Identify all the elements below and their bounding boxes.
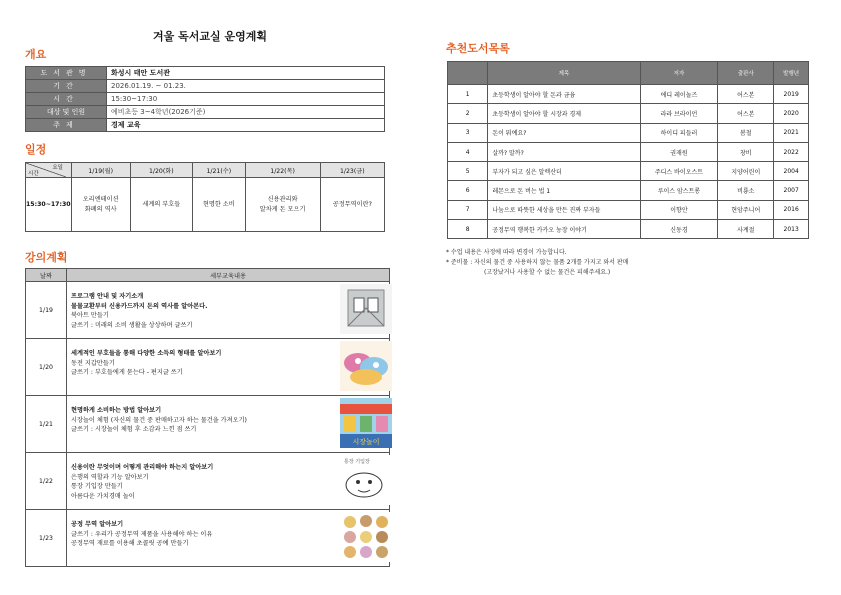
overview-value <box>107 67 385 80</box>
book-author: 이향안 <box>640 200 718 219</box>
overview-label: 도서관명 <box>26 67 107 80</box>
schedule-day: 1/23(금) <box>320 163 384 178</box>
lecture-row <box>26 282 390 339</box>
book-author: 라라 브라이언 <box>640 104 718 123</box>
overview-value-text: 화성시 태안 도서관 <box>111 69 170 77</box>
bankbook-sketch-image <box>340 455 392 505</box>
book-no: 4 <box>448 142 488 161</box>
overview-table <box>25 66 385 132</box>
col-content: 세부교육내용 <box>67 269 390 282</box>
overview-row <box>26 80 385 93</box>
corner-time-label: 시간 <box>28 171 39 177</box>
schedule-item <box>245 178 320 232</box>
books-col: 출판사 <box>718 62 774 85</box>
overview-row <box>26 119 385 132</box>
book-no: 8 <box>448 220 488 239</box>
lecture-line: 은행의 역할과 기능 알아보기 <box>71 473 149 481</box>
lecture-row <box>26 453 390 510</box>
lecture-text <box>71 349 299 378</box>
book-no: 6 <box>448 181 488 200</box>
book-title: 돈이 뭐예요? <box>488 123 640 142</box>
book-no: 1 <box>448 85 488 104</box>
lecture-line: 시장놀이 체험 (자신의 물건 중 판매하고자 하는 물건을 가져오기) <box>71 416 247 424</box>
lecture-row <box>26 396 390 453</box>
schedule-item-line: 현명한 소비 <box>202 200 235 208</box>
book-author: 신동경 <box>640 220 718 239</box>
overview-value <box>107 106 385 119</box>
book-author: 권재원 <box>640 142 718 161</box>
overview-value <box>107 93 385 106</box>
lectures-heading: 강의계획 <box>25 251 68 264</box>
page-title: 겨울 독서교실 운영계획 <box>153 30 267 43</box>
book-title: 부자가 되고 싶은 알렉산더 <box>488 162 640 181</box>
lecture-text <box>71 406 299 435</box>
book-year: 2022 <box>774 142 809 161</box>
book-publisher: 비룡소 <box>718 181 774 200</box>
schedule-item-line: 오리엔테이션 <box>82 195 119 203</box>
book-year: 2007 <box>774 181 809 200</box>
book-no: 5 <box>448 162 488 181</box>
schedule-time: 15:30~17:30 <box>26 178 72 232</box>
book-title: 레몬으로 돈 버는 법 1 <box>488 181 640 200</box>
note-3: (고장났거나 사용할 수 없는 물건은 피해주세요.) <box>484 269 611 276</box>
book-title: 살까? 말까? <box>488 142 640 161</box>
lecture-line: 프로그램 안내 및 자기소개 <box>71 293 144 300</box>
schedule-heading: 일정 <box>25 143 47 156</box>
books-col: 저자 <box>640 62 718 85</box>
book-row <box>448 104 809 123</box>
lecture-text <box>71 292 299 330</box>
books-heading: 추천도서목록 <box>446 42 510 55</box>
book-publisher: 어스본 <box>718 85 774 104</box>
notes <box>446 248 628 278</box>
lecture-line: 글쓰기 : 미래의 소비 생활을 상상하며 글쓰기 <box>71 321 193 329</box>
overview-value <box>107 80 385 93</box>
book-no: 7 <box>448 200 488 219</box>
book-title: 공정무역 행복한 카카오 농장 이야기 <box>488 220 640 239</box>
book-publisher: 어스본 <box>718 104 774 123</box>
overview-label: 기간 <box>26 80 107 93</box>
book-year: 2020 <box>774 104 809 123</box>
market-label: 시장놀이 <box>352 438 380 446</box>
overview-value-text: 예비초등 3~4학년(2026기준) <box>111 108 206 116</box>
overview-row <box>26 106 385 119</box>
overview-row <box>26 67 385 80</box>
overview-label: 시간 <box>26 93 107 106</box>
schedule-item <box>71 178 130 232</box>
lecture-line: 세계적인 부호들을 통해 다양한 소득의 형태를 알아보기 <box>71 350 222 357</box>
lecture-line: 현명하게 소비하는 방법 알아보기 <box>71 407 162 414</box>
lecture-date: 1/22 <box>26 453 67 510</box>
book-art-image <box>340 284 392 334</box>
overview-label: 대상 및 인원 <box>26 106 107 119</box>
overview-label: 주제 <box>26 119 107 132</box>
lecture-line: 물물교환부터 신용카드까지 돈의 역사를 알아본다. <box>71 302 208 310</box>
book-row <box>448 142 809 161</box>
overview-heading: 개요 <box>25 48 47 61</box>
schedule-item-line: 세계의 부호들 <box>142 200 181 208</box>
book-no: 2 <box>448 104 488 123</box>
book-title: 초등학생이 알아야 할 시장과 경제 <box>488 104 640 123</box>
corner-day-label: 요일 <box>52 165 63 171</box>
schedule-day: 1/19(월) <box>71 163 130 178</box>
overview-row <box>26 93 385 106</box>
note-2: * 준비물 : 자신의 물건 중 사용하지 않는 물품 2개를 가지고 와서 판매 <box>446 259 629 266</box>
book-row <box>448 220 809 239</box>
lecture-line: 글쓰기 : 우리가 공정무역 제품을 사용해야 하는 이유 <box>71 530 213 538</box>
book-author: 루이스 암스트롱 <box>640 181 718 200</box>
schedule-day: 1/22(목) <box>245 163 320 178</box>
lecture-content <box>67 282 390 339</box>
schedule-item <box>130 178 192 232</box>
corner-cell <box>26 163 72 178</box>
col-no <box>448 62 488 85</box>
lecture-text <box>71 520 299 549</box>
chocolate-craft-image <box>340 512 392 562</box>
schedule-item-line: 알차게 돈 모으기 <box>259 205 306 213</box>
lectures-table <box>25 268 390 567</box>
overview-value-text: 15:30~17:30 <box>111 95 158 103</box>
lecture-line: 북아트 만들기 <box>71 312 109 320</box>
book-no: 3 <box>448 123 488 142</box>
lecture-line: 글쓰기 : 부호들에게 묻는다 - 편지글 쓰기 <box>71 369 183 377</box>
lecture-date: 1/19 <box>26 282 67 339</box>
books-col: 발행년 <box>774 62 809 85</box>
lecture-date: 1/20 <box>26 339 67 396</box>
lecture-content <box>67 396 390 453</box>
book-author: 하이디 피들러 <box>640 123 718 142</box>
book-row <box>448 162 809 181</box>
lecture-content <box>67 453 390 510</box>
lecture-line: 아름다운 가치경매 놀이 <box>71 492 135 500</box>
lecture-line: 통장 기입장 만들기 <box>71 483 123 491</box>
book-year: 2019 <box>774 85 809 104</box>
lecture-content <box>67 339 390 396</box>
schedule-day: 1/20(화) <box>130 163 192 178</box>
overview-value-text: 경제 교육 <box>111 121 141 129</box>
coin-purse-image <box>340 341 392 391</box>
book-title: 나눔으로 따뜻한 세상을 만든 진짜 부자들 <box>488 200 640 219</box>
sketch-label: 통장 기입장 <box>344 459 370 465</box>
lecture-date: 1/23 <box>26 510 67 567</box>
lecture-content <box>67 510 390 567</box>
note-1: * 수업 내용은 사정에 따라 변경이 가능합니다. <box>446 249 567 256</box>
lecture-line: 글쓰기 : 시장놀이 체험 후 소감과 느낀 점 쓰기 <box>71 426 197 434</box>
schedule-item <box>192 178 245 232</box>
books-col: 제목 <box>488 62 640 85</box>
schedule-table <box>25 162 385 232</box>
lecture-line: 공정 무역 알아보기 <box>71 521 124 528</box>
book-publisher: 지양어린이 <box>718 162 774 181</box>
lecture-line: 신용이란 무엇이며 어떻게 관리해야 하는지 알아보기 <box>71 464 214 471</box>
book-year: 2016 <box>774 200 809 219</box>
book-year: 2021 <box>774 123 809 142</box>
book-year: 2004 <box>774 162 809 181</box>
book-row <box>448 200 809 219</box>
book-year: 2013 <box>774 220 809 239</box>
book-row <box>448 181 809 200</box>
book-publisher: 창비 <box>718 142 774 161</box>
lecture-date: 1/21 <box>26 396 67 453</box>
market-play-image <box>340 398 392 448</box>
lecture-line: 동전 지갑만들기 <box>71 359 115 367</box>
book-row <box>448 123 809 142</box>
overview-value <box>107 119 385 132</box>
lecture-line: 공정무역 재료를 이용해 초콜릿 공예 만들기 <box>71 540 189 548</box>
book-author: 에디 레이놀즈 <box>640 85 718 104</box>
book-row <box>448 85 809 104</box>
schedule-item <box>320 178 384 232</box>
schedule-item-line: 공정무역이란? <box>332 200 372 208</box>
book-publisher: 현암주니어 <box>718 200 774 219</box>
schedule-item-line: 신용관리와 <box>267 195 298 203</box>
col-date: 날짜 <box>26 269 67 282</box>
book-author: 주디스 바이오스트 <box>640 162 718 181</box>
lecture-text <box>71 463 299 501</box>
lecture-row <box>26 510 390 567</box>
overview-value-text: 2026.01.19. ~ 01.23. <box>111 82 186 90</box>
lecture-row <box>26 339 390 396</box>
book-publisher: 봄철 <box>718 123 774 142</box>
books-table <box>447 61 809 239</box>
schedule-day: 1/21(수) <box>192 163 245 178</box>
book-publisher: 사계절 <box>718 220 774 239</box>
schedule-item-line: 화폐의 역사 <box>84 205 117 213</box>
book-title: 초등학생이 알아야 할 돈과 금융 <box>488 85 640 104</box>
